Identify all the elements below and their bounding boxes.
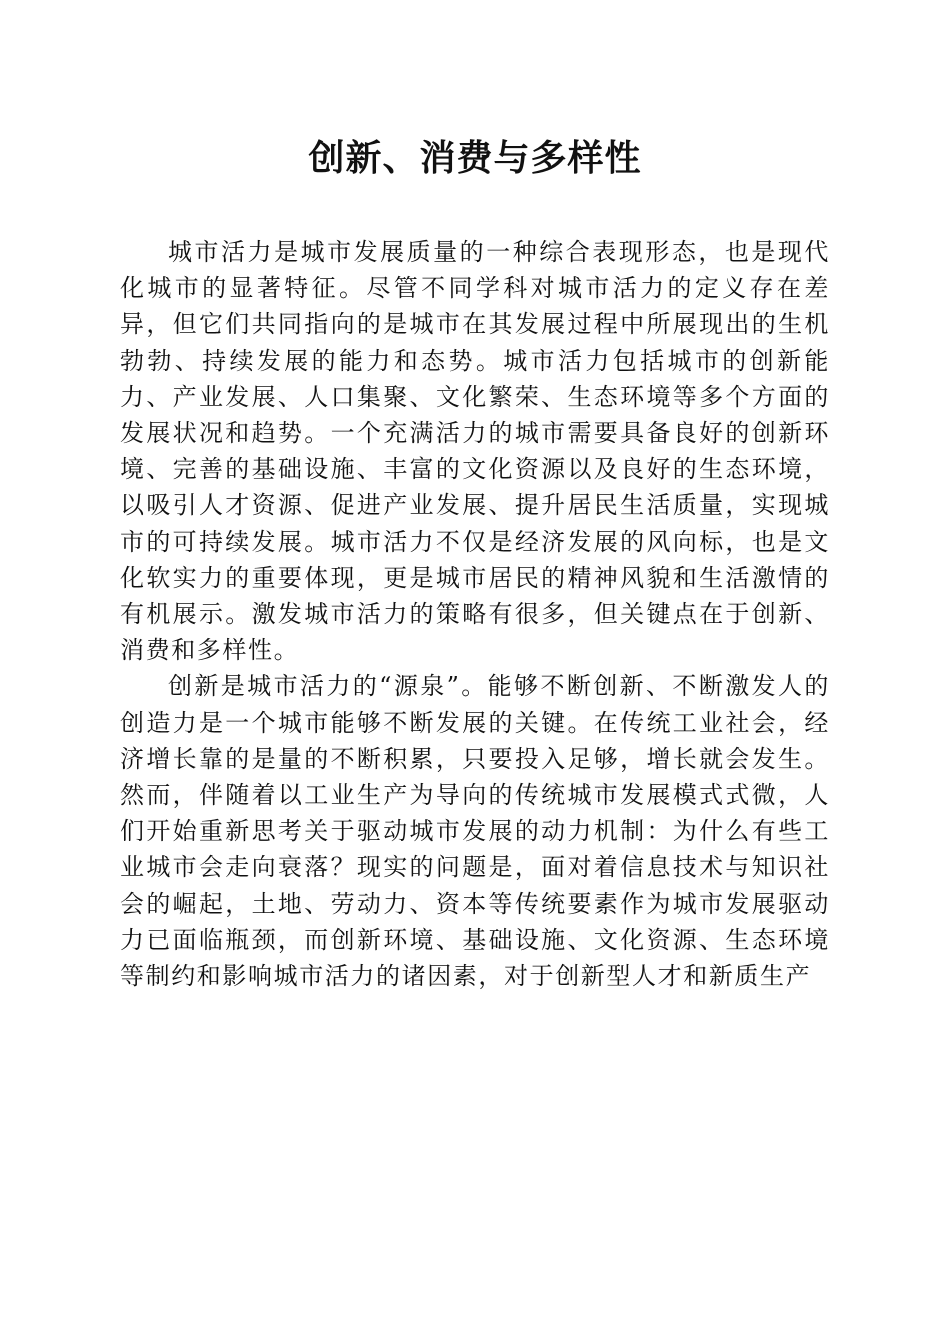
paragraph-1: 城市活力是城市发展质量的一种综合表现形态，也是现代化城市的显著特征。尽管不同学科对城市活力的定义存在差异，但它们共同指向的是城市在其发展过程中所展现出的生机勃勃、持续发展的能力和态势。城市活力包括城市的创新能力、产业发展、人口集聚、文化繁荣、生态环境等多个方面的发展状况和趋势。一个充满活力的城市需要具备良好的创新环境、完善的基础设施、丰富的文化资源以及良好的生态环境，以吸引人才资源、促进产业发展、提升居民生活质量，实现城市的可持续发展。城市活力不仅是经济发展的风向标，也是文化软实力的重要体现，更是城市居民的精神风貌和生活激情的有机展示。激发城市活力的策略有很多，但关键点在于创新、消费和多样性。	[120, 238, 830, 665]
paragraph-2: 创新是城市活力的“源泉”。能够不断创新、不断激发人的创造力是一个城市能够不断发展的关键。在传统工业社会，经济增长靠的是量的不断积累，只要投入足够，增长就会发生。然而，伴随着以工业生产为导向的传统城市发展模式式微，人们开始重新思考关于驱动城市发展的动力机制：为什么有些工业城市会走向衰落？现实的问题是，面对着信息技术与知识社会的崛起，土地、劳动力、资本等传统要素作为城市发展驱动力已面临瓶颈，而创新环境、基础设施、文化资源、生态环境等制约和影响城市活力的诸因素，对于创新型人才和新质生产	[120, 672, 830, 991]
document-body	[120, 234, 830, 994]
document-title: 创新、消费与多样性	[308, 137, 642, 179]
